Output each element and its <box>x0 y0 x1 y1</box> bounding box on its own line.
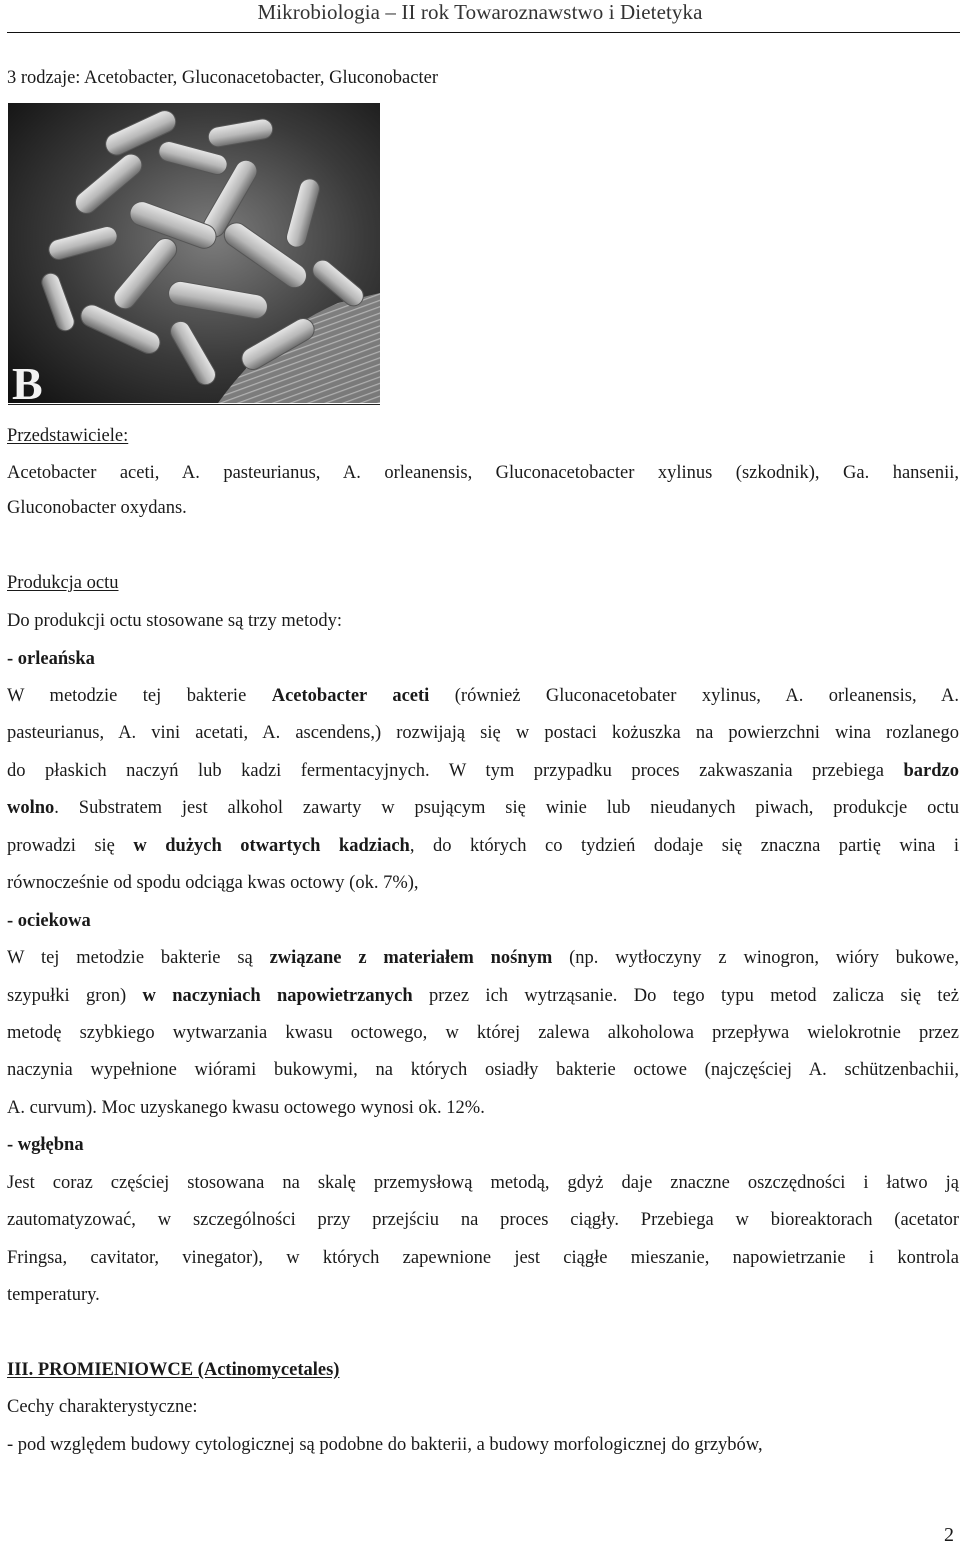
method-paragraph-line: metodę szybkiego wytwarzania kwasu octowego, w której zalewa alkoholowa przepływa wielokrotnie przez <box>7 1023 959 1043</box>
method-title: - ociekowa <box>7 911 91 931</box>
vinegar-heading: Produkcja octu <box>7 573 119 593</box>
method-title: - wgłębna <box>7 1135 84 1155</box>
representatives-line: Acetobacter aceti, A. pasteurianus, A. orleanensis, Gluconacetobacter xylinus (szkodnik), Ga. hansenii, <box>7 463 959 483</box>
method-paragraph-line: temperatury. <box>7 1285 100 1305</box>
representatives-heading: Przedstawiciele: <box>7 426 129 446</box>
page-header: Mikrobiologia – II rok Towaroznawstwo i Dietetyka <box>257 0 703 24</box>
method-paragraph-line: równocześnie od spodu odciąga kwas octowy (ok. 7%), <box>7 873 419 893</box>
method-paragraph-line: wolno. Substratem jest alkohol zawarty w psującym się winie lub nieudanych piwach, produkcje octu <box>7 798 959 818</box>
vinegar-intro: Do produkcji octu stosowane są trzy metody: <box>7 611 342 631</box>
method-paragraph-line: do płaskich naczyń lub kadzi fermentacyjnych. W tym przypadku proces zakwaszania przebiega bardzo <box>7 761 959 781</box>
method-title: - orleańska <box>7 649 95 669</box>
method-paragraph-line: naczynia wypełnione wiórami bukowymi, na których osiadły bakterie octowe (najczęściej A. schützenbachii, <box>7 1060 959 1080</box>
method-paragraph-line: szypułki gron) w naczyniach napowietrzanych przez ich wytrząsanie. Do tego typu metod zalicza się też <box>7 986 959 1006</box>
method-paragraph-line: A. curvum). Moc uzyskanego kwasu octowego wynosi ok. 12%. <box>7 1098 485 1118</box>
bacteria-micrograph <box>8 103 380 405</box>
section-heading: III. PROMIENIOWCE (Actinomycetales) <box>7 1360 340 1380</box>
figure-panel-label: B <box>12 358 43 403</box>
page-number: 2 <box>944 1524 954 1546</box>
representatives-line: Gluconobacter oxydans. <box>7 498 187 518</box>
feature-line: - pod względem budowy cytologicznej są podobne do bakterii, a budowy morfologicznej do grzybów, <box>7 1435 763 1455</box>
header-rule <box>7 32 960 33</box>
genera-line: 3 rodzaje: Acetobacter, Gluconacetobacter, Gluconobacter <box>7 68 438 88</box>
method-paragraph-line: Fringsa, cavitator, vinegator), w których zapewnione jest ciągłe mieszanie, napowietrzanie i kontrola <box>7 1248 959 1268</box>
method-paragraph-line: W metodzie tej bakterie Acetobacter aceti (również Gluconacetobater xylinus, A. orleanensis, A. <box>7 686 959 706</box>
method-paragraph-line: zautomatyzować, w szczególności przy przejściu na proces ciągły. Przebiega w bioreaktorach (acetator <box>7 1210 959 1230</box>
method-paragraph-line: prowadzi się w dużych otwartych kadziach, do których co tydzień dodaje się znaczna partię wina i <box>7 836 960 856</box>
method-paragraph-line: Jest coraz częściej stosowana na skalę przemysłową metodą, gdyż daje znaczne oszczędności i łatwo ją <box>7 1173 959 1193</box>
method-paragraph-line: W tej metodzie bakterie są związane z materiałem nośnym (np. wytłoczyny z winogron, wióry bukowe, <box>7 948 960 968</box>
section-subheading: Cechy charakterystyczne: <box>7 1397 198 1417</box>
method-paragraph-line: pasteurianus, A. vini acetati, A. ascendens,) rozwijają się w postaci kożuszka na powierzchni wina rozlanego <box>7 723 959 743</box>
